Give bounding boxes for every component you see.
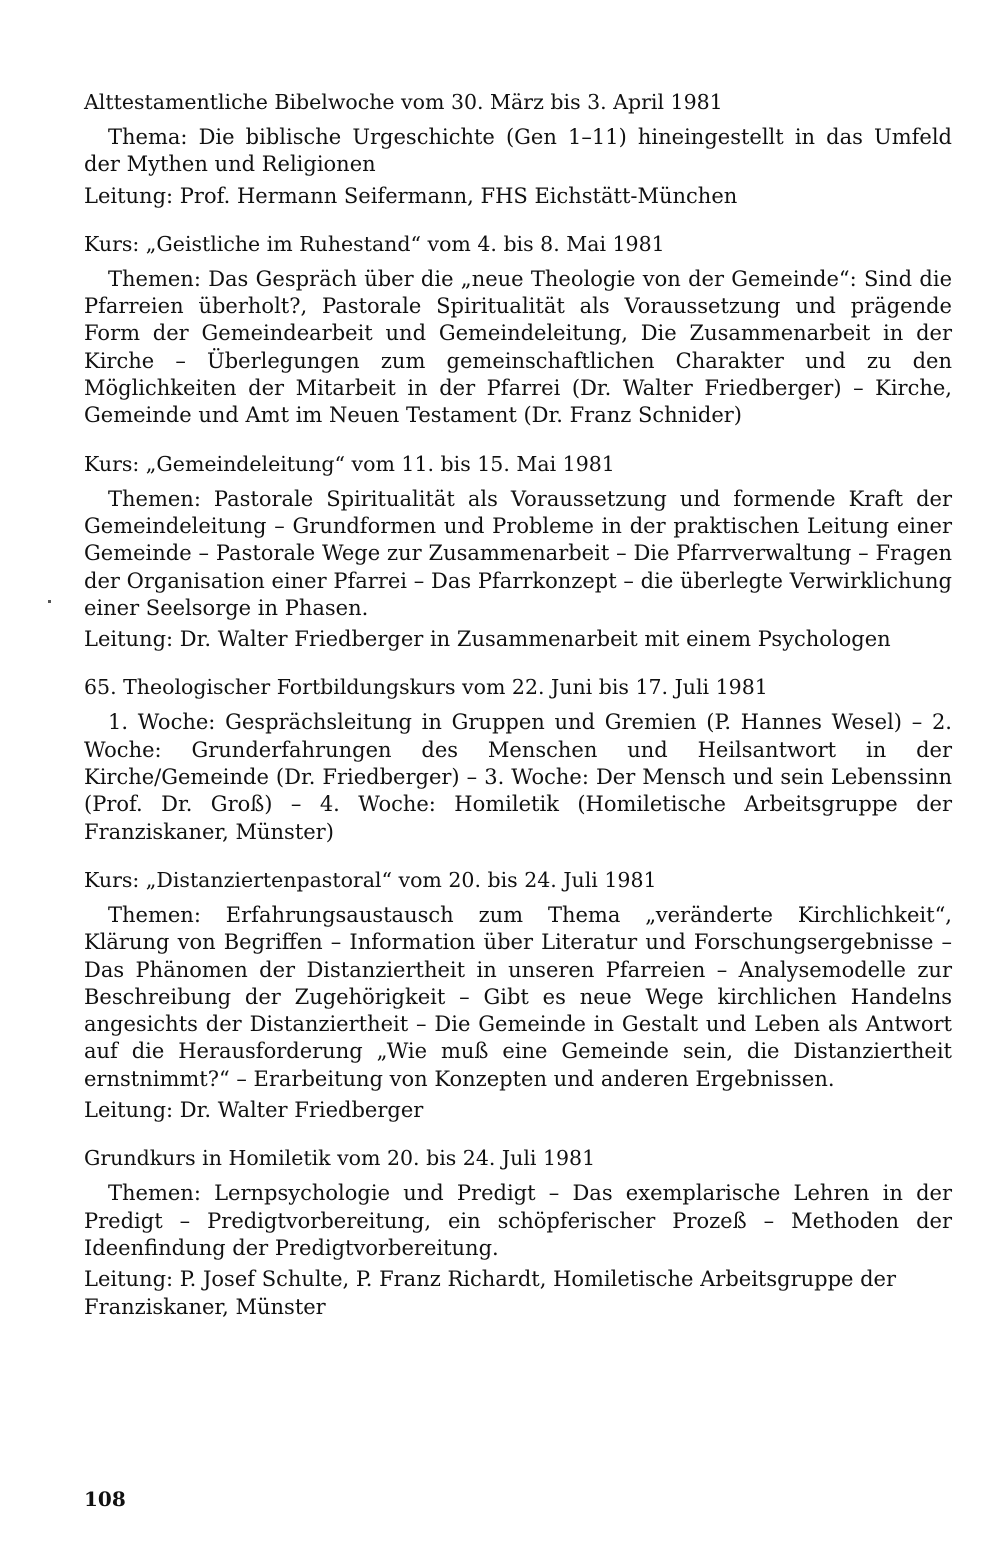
document-page — [84, 88, 952, 1341]
page-number: 108 — [84, 1487, 126, 1511]
section-heading: Kurs: „Distanziertenpastoral“ vom 20. bis 24. Juli 1981 — [84, 867, 657, 892]
section-leitung: Leitung: P. Josef Schulte, P. Franz Richardt, Homiletische Arbeitsgruppe der Franziskaner, Münster — [84, 1267, 897, 1319]
section-distanziertenpastoral — [84, 866, 952, 1124]
section-heading: 65. Theologischer Fortbildungskurs vom 22. Juni bis 17. Juli 1981 — [84, 675, 768, 700]
section-heading: Grundkurs in Homiletik vom 20. bis 24. Juli 1981 — [84, 1146, 596, 1171]
section-heading: Kurs: „Gemeindeleitung“ vom 11. bis 15. Mai 1981 — [84, 451, 615, 476]
section-body: Themen: Erfahrungsaustausch zum Thema „veränderte Kirchlichkeit“, Klärung von Begriffen – Information über Literatur und Forschungsergebnisse – Das Phänomen der Distanziertheit in unseren Pfarreien – Analysemodelle zur Beschreibung der Zugehörigkeit – Gibt es neue Wege kirchlichen Handelns angesichts der Distanziertheit – Die Gemeinde in Gestalt und Leben als Antwort auf die Herausforderung „Wie muß eine Gemeinde sein, die Distanziertheit ernstnimmt?“ – Erarbeitung von Konzepten und anderen Ergebnissen. — [84, 902, 952, 1091]
section-body: Thema: Die biblische Urgeschichte (Gen 1–11) hineingestellt in das Umfeld der Mythen und Religionen — [84, 125, 952, 177]
section-leitung: Leitung: Prof. Hermann Seifermann, FHS Eichstätt-München — [84, 183, 738, 208]
section-body: Themen: Pastorale Spiritualität als Voraussetzung und formende Kraft der Gemeindeleitung – Grundformen und Probleme in der praktischen Leitung einer Gemeinde – Pastorale Wege zur Zusammenarbeit – Die Pfarrverwaltung – Fragen der Organisation einer Pfarrei – Das Pfarrkonzept – die überlegte Verwirklichung einer Seelsorge in Phasen. — [84, 486, 952, 620]
section-body: Themen: Das Gespräch über die „neue Theologie von der Gemeinde“: Sind die Pfarreien überholt?, Pastorale Spiritualität als Voraussetzung und prägende Form der Gemeindearbeit und Gemeindeleitung, Die Zusammenarbeit in der Kirche – Überlegungen zum gemeinschaftlichen Charakter und zu den Möglichkeiten der Mitarbeit in der Pfarrei (Dr. Walter Friedberger) – Kirche, Gemeinde und Amt im Neuen Testament (Dr. Franz Schnider) — [84, 266, 952, 428]
section-leitung: Leitung: Dr. Walter Friedberger in Zusammenarbeit mit einem Psychologen — [84, 627, 891, 652]
section-heading: Alttestamentliche Bibelwoche vom 30. März bis 3. April 1981 — [84, 90, 723, 114]
section-geistliche-ruhestand — [84, 230, 952, 430]
section-fortbildungskurs — [84, 673, 952, 845]
section-bibelwoche — [84, 88, 952, 210]
section-body: 1. Woche: Gesprächsleitung in Gruppen und Gremien (P. Hannes Wesel) – 2. Woche: Grunderfahrungen des Menschen und Heilsantwort in der Kirche/Gemeinde (Dr. Friedberger) – 3. Woche: Der Mensch und sein Lebenssinn (Prof. Dr. Groß) – 4. Woche: Homiletik (Homiletische Arbeitsgruppe der Franziskaner, Münster) — [84, 710, 952, 844]
margin-mark — [48, 600, 51, 603]
section-body: Themen: Lernpsychologie und Predigt – Das exemplarische Lehren in der Predigt – Predigtvorbereitung, ein schöpferischer Prozeß – Methoden der Ideenfindung der Predigtvorbereitung. — [84, 1181, 952, 1260]
section-heading: Kurs: „Geistliche im Ruhestand“ vom 4. bis 8. Mai 1981 — [84, 231, 665, 256]
section-gemeindeleitung — [84, 450, 952, 654]
section-leitung: Leitung: Dr. Walter Friedberger — [84, 1098, 424, 1123]
section-homiletik — [84, 1144, 952, 1320]
